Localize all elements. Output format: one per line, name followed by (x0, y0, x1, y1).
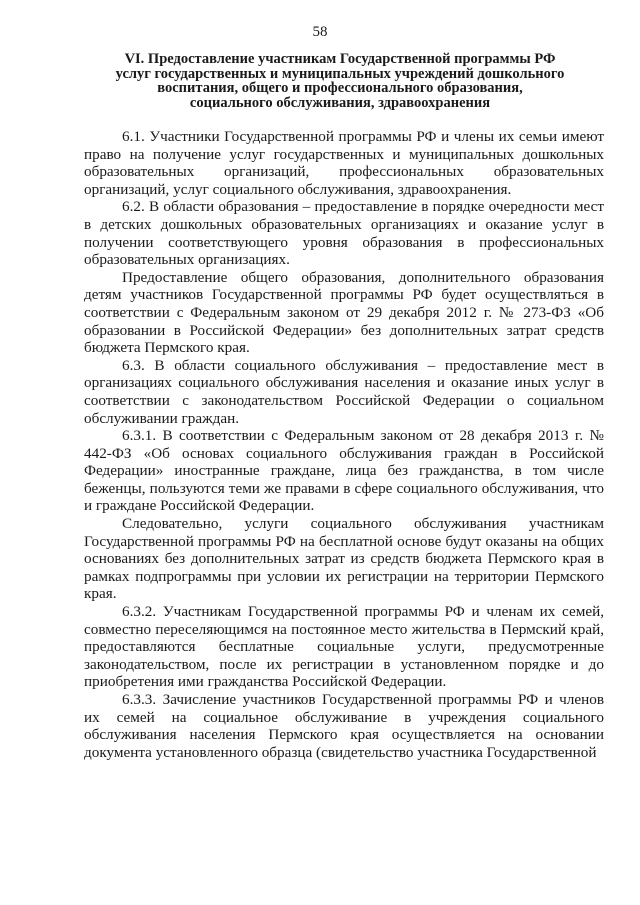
page-number: 58 (312, 24, 328, 40)
paragraph-6-3-2: 6.3.2. Участникам Государственной программы РФ и членам их семей, совместно переселяющимся на постоянное место жительства в Пермский край, предоставляются бесплатные социальные услуги, предусмотренные законодательством, после их регистрации в установленном порядке и до приобретения ими гражданства Российской Федерации. (84, 603, 604, 691)
heading-line: услуг государственных и муниципальных учреждений дошкольного (115, 65, 565, 82)
heading-line: VI. Предоставление участникам Государственной программы РФ (124, 51, 556, 67)
paragraph-consequently: Следовательно, услуги социального обслуживания участникам Государственной программы РФ на бесплатной основе будут оказаны на общих основаниях без дополнительных затрат из средств бюджета Пермского края в рамках подпрограммы при условии их регистрации на территории Пермского края. (84, 515, 604, 603)
paragraph-general-education: Предоставление общего образования, дополнительного образования детям участников Государственной программы РФ будет осуществляться в соответствии с Федеральным законом от 29 декабря 2012 г. № 273-ФЗ «Об образовании в Российской Федерации» без дополнительных затрат средств бюджета Пермского края. (84, 268, 604, 357)
paragraph-6-3: 6.3. В области социального обслуживания – предоставление мест в организациях социального обслуживания населения и оказание иных услуг в соответствии с законодательством Российской Федерации о социальном обслуживании граждан. (84, 356, 604, 427)
paragraph-6-2: 6.2. В области образования – предоставление в порядке очередности мест в детских дошкольных образовательных организациях и оказание услуг в получении соответствующего уровня образования в профессиональных образовательных организациях. (84, 198, 604, 269)
paragraph-6-1: 6.1. Участники Государственной программы РФ и члены их семьи имеют право на получение услуг государственных и муниципальных дошкольных образовательных организаций, профессиональных образовательных организаций, услуг социального обслуживания, здравоохранения. (84, 128, 604, 198)
paragraph-6-3-1: 6.3.1. В соответствии с Федеральным законом от 28 декабря 2013 г. № 442-ФЗ «Об основах социального обслуживания граждан в Российской Федерации» иностранные граждане, лица без гражданства, в том числе беженцы, пользуются теми же правами в сфере социального обслуживания, что и граждане Российской Федерации. (84, 427, 604, 515)
section-heading (80, 52, 600, 110)
document-body (84, 128, 604, 761)
heading-line: социального обслуживания, здравоохранения (189, 94, 491, 111)
heading-line: воспитания, общего и профессионального образования, (157, 80, 523, 96)
paragraph-6-3-3: 6.3.3. Зачисление участников Государственной программы РФ и членов их семей на социальное обслуживание в учреждения социального обслуживания населения Пермского края осуществляется на основании документа установленного образца (свидетельство участника Государственной (84, 691, 604, 761)
